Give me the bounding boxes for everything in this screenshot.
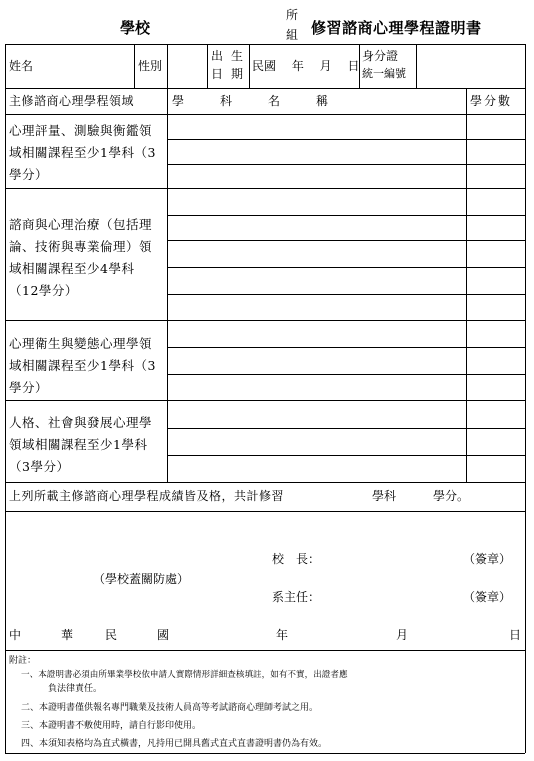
note-item-1-cont: 負法律責任。 (48, 684, 103, 694)
area-counseling-label: 諮商與心理治療（包括理論、技術與專業倫理）領域相關課程至少4學科（12學分） (9, 217, 153, 298)
dept-label-bottom: 組 (286, 28, 299, 42)
birth-label-2: 日 (211, 67, 224, 81)
birth-label-3: 生 (231, 49, 244, 63)
notes-heading: 附註： (9, 656, 37, 666)
area-personality-label: 人格、社會與發展心理學領域相關課程至少1學科（3學分） (9, 415, 153, 474)
note-item-4: 四、本須知表格均為直式橫書，凡持用已開具舊式直式直書證明書仍為有效。 (21, 739, 328, 749)
id-label-1: 身分證 (362, 49, 399, 63)
date-char-min: 民 (105, 628, 118, 642)
school-seal-note: （學校蓋關防處） (93, 572, 190, 586)
date-day-label: 日 (509, 628, 522, 642)
date-char-hua: 華 (61, 628, 74, 642)
area-mental-health-label: 心理衛生與變態心理學領域相關課程至少1學科（3學分） (9, 336, 156, 395)
form-title: 修習諮商心理學程證明書 (311, 19, 482, 37)
name-label: 姓名 (9, 59, 34, 73)
summary-text: 上列所載主修諮商心理學程成績皆及格，共計修習 (9, 489, 285, 503)
summary-credit-unit: 學分。 (433, 489, 470, 503)
birth-label-1: 出 (211, 49, 224, 63)
note-item-2: 二、本證明書僅供報名專門職業及技術人員高等考試諮商心理師考試之用。 (21, 703, 319, 713)
birth-date-text[interactable]: 民國 年 月 日 (252, 59, 360, 73)
principal-label: 校 長： (272, 552, 321, 566)
credit-column-header: 學分數 (470, 94, 513, 108)
principal-signature: （簽章） (463, 552, 512, 566)
note-item-3: 三、本證明書不敷使用時，請自行影印使用。 (21, 721, 202, 731)
area-column-header: 主修諮商心理學程領域 (9, 94, 135, 108)
dean-signature: （簽章） (463, 590, 512, 604)
school-label: 學校 (120, 19, 151, 37)
id-label-2: 統一編號 (362, 67, 406, 80)
birth-label-4: 期 (231, 67, 244, 81)
note-item-1: 一、本證明書必須由所畢業學校依申請人實際情形詳細查核填註，如有不實，出證者應 (21, 670, 348, 680)
id-field[interactable] (418, 46, 523, 86)
name-field[interactable] (40, 46, 132, 86)
date-char-guo: 國 (157, 628, 170, 642)
gender-label: 性別 (138, 59, 163, 73)
summary-subject-unit: 學科 (372, 489, 397, 503)
dean-label: 系主任： (272, 590, 321, 604)
date-char-zhong: 中 (9, 628, 22, 642)
area-assessment-label: 心理評量、測驗與衡鑑領域相關課程至少1學科（3學分） (9, 123, 156, 182)
subject-column-header: 學 科 名 稱 (172, 94, 329, 108)
gender-field[interactable] (169, 46, 205, 86)
date-year-label: 年 (276, 628, 289, 642)
dept-label-top: 所 (286, 8, 299, 22)
date-month-label: 月 (396, 628, 409, 642)
